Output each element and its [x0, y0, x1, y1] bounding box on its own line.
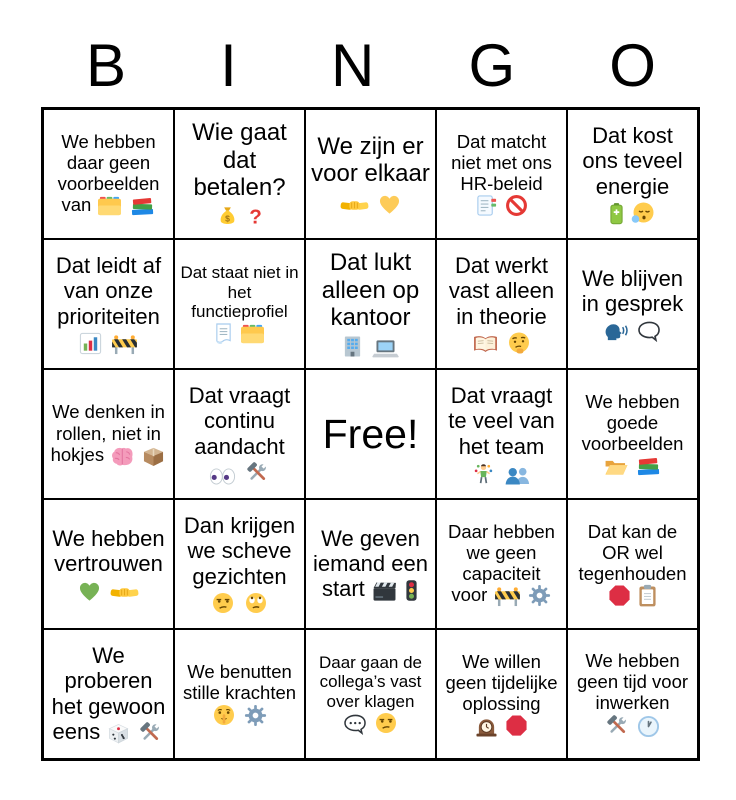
brain-icon — [110, 446, 135, 467]
gear-icon — [528, 584, 551, 607]
open-book-icon — [472, 334, 499, 355]
cell-text: Dan krijgen we scheve gezichten — [183, 513, 296, 589]
bingo-cell[interactable] — [567, 629, 698, 759]
cell-text: We hebben vertrouwen — [52, 525, 165, 576]
bingo-cell[interactable] — [174, 369, 305, 499]
stop-sign-icon — [608, 584, 631, 607]
cell-icons — [339, 188, 402, 215]
cell-text: We hebben goede voorbeelden — [581, 390, 684, 455]
bingo-cell[interactable] — [305, 109, 436, 239]
hammer-wrench-icon — [245, 460, 270, 485]
speech-bubble-icon — [637, 321, 662, 342]
cell-text: Daar gaan de collega’s vast over klagen — [318, 652, 423, 711]
cell-content — [442, 253, 561, 354]
juggler-icon — [472, 462, 495, 485]
construction-barrier-icon — [494, 586, 521, 607]
cell-icons — [474, 194, 529, 215]
cell-content — [442, 383, 561, 484]
cell-text: We proberen het gewoon eens — [51, 643, 166, 744]
svg-text:$: $ — [225, 213, 231, 224]
traffic-light-icon — [405, 579, 418, 602]
bingo-cell[interactable] — [43, 239, 174, 369]
cell-icons — [78, 329, 138, 354]
bingo-cell[interactable] — [174, 499, 305, 629]
cell-text: Dat lukt alleen op kantoor — [321, 249, 420, 331]
cell-content — [180, 661, 299, 727]
bingo-cell[interactable] — [436, 369, 567, 499]
green-heart-icon — [78, 581, 101, 602]
bingo-cell[interactable] — [174, 109, 305, 239]
cell-content — [49, 526, 168, 602]
bingo-cell[interactable] — [43, 109, 174, 239]
cell-content — [180, 513, 299, 614]
cell-text: Dat kan de OR wel tegenhouden — [578, 520, 687, 585]
prohibited-icon — [505, 194, 528, 217]
office-building-icon — [342, 335, 363, 358]
cell-text: Dat kost ons teveel energie — [582, 123, 683, 199]
cell-content — [573, 521, 692, 607]
cell-text: Dat werkt vast alleen in theorie — [448, 253, 555, 329]
unamused-face-icon — [374, 711, 398, 735]
construction-barrier-icon — [111, 334, 138, 355]
cell-icons — [215, 201, 264, 228]
cell-content — [311, 653, 430, 735]
cell-icons — [471, 459, 531, 484]
cell-content — [573, 650, 692, 738]
cell-text: We benutten stille krachten — [182, 660, 297, 703]
cell-icons — [96, 194, 155, 215]
busts-icon — [504, 466, 531, 485]
bingo-cell[interactable] — [174, 629, 305, 759]
clipboard-icon — [638, 584, 657, 607]
cell-content — [573, 391, 692, 477]
cell-content — [180, 383, 299, 484]
card-index-dividers-icon — [240, 322, 265, 345]
die-icon — [107, 722, 130, 745]
cell-content — [573, 266, 692, 342]
cell-icons — [342, 714, 400, 733]
cell-icons — [471, 329, 532, 354]
cell-icons — [109, 444, 166, 465]
handshake-icon — [340, 196, 369, 215]
cell-icons — [493, 584, 552, 605]
cell-icons — [604, 715, 661, 736]
title-letter-i: I — [220, 32, 237, 99]
cell-icons — [210, 589, 268, 614]
bingo-cell[interactable] — [436, 499, 567, 629]
bingo-cell[interactable] — [567, 239, 698, 369]
handshake-icon — [110, 583, 139, 602]
mantel-clock-icon — [475, 716, 498, 737]
cell-text: We willen geen tijdelijke oplossing — [445, 650, 558, 715]
bingo-cell[interactable] — [305, 499, 436, 629]
cell-content — [180, 263, 299, 344]
speaking-head-icon — [603, 319, 628, 342]
sleepy-face-icon — [631, 201, 655, 225]
bingo-cell[interactable] — [174, 239, 305, 369]
bingo-cell[interactable] — [305, 629, 436, 759]
cell-text: We blijven in gesprek — [581, 265, 684, 316]
bingo-title — [86, 32, 656, 99]
money-bag-icon — [216, 205, 239, 228]
cell-text: Dat vraagt continu aandacht — [188, 383, 291, 459]
hammer-wrench-icon — [605, 713, 630, 738]
svg-text:?: ? — [249, 205, 262, 229]
bingo-cell[interactable] — [567, 109, 698, 239]
cell-content — [49, 401, 168, 466]
cell-content — [180, 119, 299, 228]
cell-icons — [106, 719, 164, 744]
free-cell[interactable] — [305, 369, 436, 499]
speech-bubble-dots-icon — [343, 714, 368, 735]
cell-content — [442, 521, 561, 607]
bingo-cell[interactable] — [43, 629, 174, 759]
laptop-icon — [372, 339, 399, 358]
cell-icons — [77, 576, 139, 601]
bookmark-tabs-icon — [475, 194, 498, 217]
page-with-curl-icon — [214, 322, 233, 345]
title-letter-n: N — [330, 32, 375, 99]
card-index-dividers-icon — [97, 194, 122, 217]
shushing-face-icon — [212, 703, 236, 727]
cell-icons — [341, 331, 400, 358]
open-folder-icon — [604, 458, 629, 477]
bar-chart-icon — [79, 332, 102, 355]
unamused-face-icon — [211, 591, 235, 615]
cell-content — [311, 249, 430, 358]
cell-content — [442, 651, 561, 737]
battery-icon — [610, 202, 623, 225]
cell-text: Dat leidt af van onze prioriteiten — [55, 253, 162, 329]
cell-icons — [208, 459, 270, 484]
clock-face-icon — [637, 715, 660, 738]
bingo-cell[interactable] — [43, 499, 174, 629]
bingo-cell[interactable] — [43, 369, 174, 499]
yellow-heart-icon — [378, 194, 401, 215]
cell-icons — [603, 454, 662, 475]
cell-content — [49, 643, 168, 744]
hammer-wrench-icon — [138, 720, 163, 745]
cell-text: We denken in rollen, niet in hokjes — [50, 401, 165, 465]
package-icon — [142, 446, 165, 467]
books-icon — [636, 454, 661, 477]
cell-text: Dat vraagt te veel van het team — [448, 383, 555, 459]
cell-content — [49, 131, 168, 217]
cell-content — [311, 411, 430, 458]
title-letter-o: O — [609, 32, 656, 99]
cell-content — [311, 526, 430, 602]
eyes-icon — [209, 468, 236, 485]
cell-text: Wie gaat dat betalen? — [192, 119, 287, 201]
bingo-cell[interactable] — [436, 629, 567, 759]
cell-icons — [609, 199, 656, 224]
stop-sign-icon — [505, 714, 528, 737]
cell-icons — [371, 576, 419, 601]
question-mark-icon — [248, 205, 263, 228]
title-letter-b: B — [86, 32, 127, 99]
bingo-cell[interactable] — [436, 239, 567, 369]
cell-text: We hebben daar geen voorbeelden van — [57, 130, 160, 216]
rolling-eyes-face-icon — [244, 591, 268, 615]
thinking-face-icon — [507, 331, 531, 355]
bingo-cell[interactable] — [567, 369, 698, 499]
clapper-board-icon — [372, 581, 397, 602]
cell-text: Free! — [322, 410, 419, 457]
cell-text: We geven iemand een start — [313, 525, 428, 602]
bingo-cell[interactable] — [567, 499, 698, 629]
gear-icon — [244, 704, 267, 727]
cell-icons — [213, 324, 266, 343]
cell-content — [49, 253, 168, 354]
cell-text: We hebben geen tijd voor inwerken — [576, 649, 689, 714]
cell-text: Dat matcht niet met ons HR-beleid — [451, 130, 552, 195]
cell-text: Dat staat niet in het functieprofiel — [180, 263, 299, 322]
cell-content — [311, 133, 430, 215]
bingo-cell[interactable] — [436, 109, 567, 239]
cell-content — [442, 131, 561, 217]
bingo-card — [41, 107, 700, 761]
cell-icons — [602, 316, 662, 341]
cell-text: We zijn er voor elkaar — [311, 132, 430, 188]
bingo-cell[interactable] — [305, 239, 436, 369]
cell-icons — [211, 704, 267, 725]
cell-icons — [474, 714, 529, 735]
cell-icons — [607, 584, 658, 605]
books-icon — [130, 194, 155, 217]
cell-text: Daar hebben we geen capaciteit voor — [448, 520, 555, 606]
title-letter-g: G — [468, 32, 516, 99]
cell-content — [573, 123, 692, 224]
